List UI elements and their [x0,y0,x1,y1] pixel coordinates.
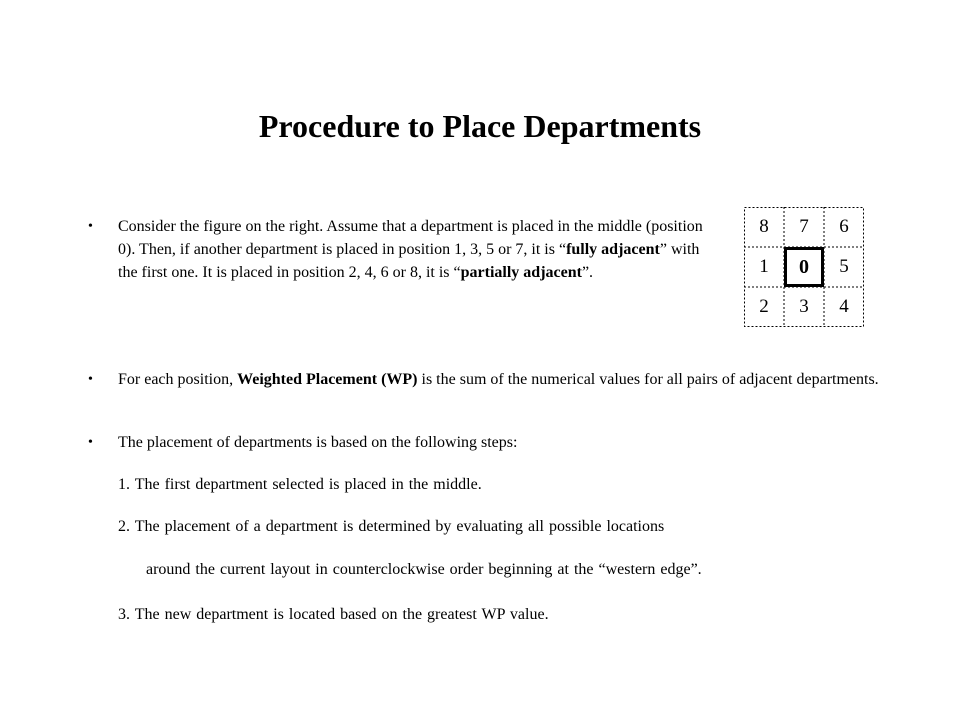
fully-adjacent-term: fully adjacent [566,241,660,258]
grid-cell-8: 8 [759,216,769,237]
step-2: 2. The placement of a department is determined by evaluating all possible locations [118,518,665,535]
bullet-dot: • [88,372,93,387]
partially-adjacent-term: partially adjacent [460,264,582,281]
bullet-dot: • [88,435,93,450]
bullet-text [118,215,718,284]
grid-cell-center-0: 0 [784,247,824,287]
slide-title: Procedure to Place Departments [258,108,702,144]
step-2-continuation: around the current layout in counterclockwise order beginning at the “western edge”. [146,561,702,578]
weighted-placement-term: Weighted Placement (WP) [237,371,418,388]
grid-cell-1: 1 [759,256,769,277]
grid-cell-3: 3 [799,296,809,317]
grid-cell-7: 7 [799,216,809,237]
grid-cell-5: 5 [839,256,849,277]
grid-cell-6: 6 [839,216,849,237]
bullet-text: The placement of departments is based on the following steps: [118,434,518,451]
grid-cell-4: 4 [839,296,849,317]
step-1: 1. The first department selected is placed in the middle. [118,476,482,493]
grid-cell-2: 2 [759,296,769,317]
bullet-text-part: Consider the figure on the right. Assume that a department is placed in the middle (position 0). Then, if another department is placed in position 1, 3, 5 or 7, it is “ [118,218,703,258]
bullet-dot: • [88,219,93,234]
bullet-text-part: For each position, [118,371,238,388]
bullet-text [118,368,880,391]
bullet-text-part: ”. [581,264,594,281]
bullet-text-part: ” with the first one. It is placed in position 2, 4, 6 or 8, it is “ [118,241,700,281]
bullet-text-part: is the sum of the numerical values for all pairs of adjacent departments. [417,371,879,388]
step-3: 3. The new department is located based on the greatest WP value. [118,606,549,623]
position-grid [744,207,864,327]
